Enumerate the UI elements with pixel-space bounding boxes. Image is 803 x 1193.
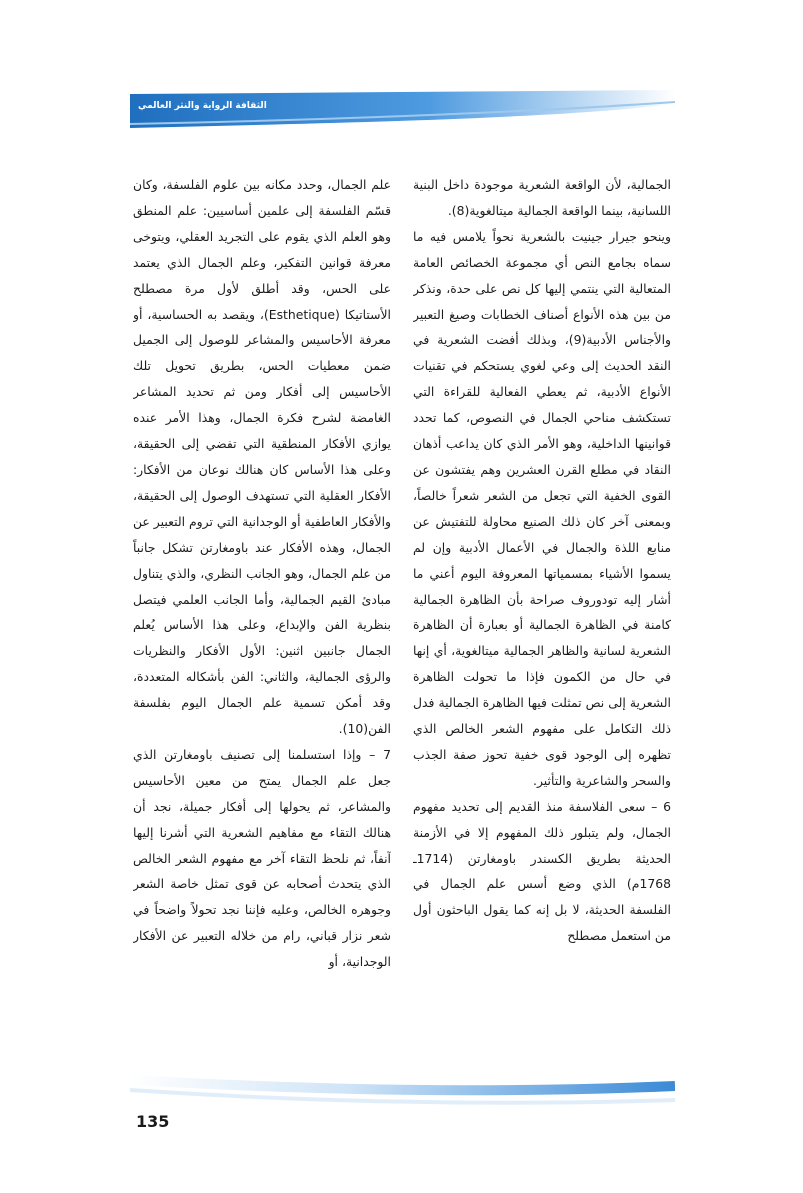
- text-column-right: [413, 172, 671, 1044]
- paragraph: الجمالية، لأن الواقعة الشعرية موجودة داخل البنية اللسانية، بينما الواقعة الجمالية ميتالغوية(8).: [413, 177, 671, 218]
- running-header-title: الثقافة الرواية والنثر العالمي: [138, 101, 267, 111]
- footer-band: [130, 1060, 675, 1140]
- page-number: 135: [136, 1112, 170, 1131]
- text-column-left: [133, 172, 391, 1044]
- paragraph: 6 – سعى الفلاسفة منذ القديم إلى تحديد مفهوم الجمال، ولم يتبلور ذلك المفهوم إلا في الأزمنة الحديثة بطريق الكسندر باومغارتن (1714ـ 1768م) الذي وضع أسس علم الجمال في الفلسفة الحديثة، لا بل إنه كما يقول الباحثون أول من استعمل مصطلح: [413, 798, 671, 944]
- paragraph: 7 – وإذا استسلمنا إلى تصنيف باومغارتن الذي جعل علم الجمال يمتح من معين الأحاسيس والمشاعر، ثم يحولها إلى أفكار جميلة، نجد أن هنالك التقاء مع مفاهيم الشعرية التي أشرنا إليها آنفاً، ثم نلحظ التقاء آخر مع مفهوم الشعر الخالص الذي يتحدث أصحابه عن قوى تمثل خاصة الشعر وجوهره الخالص، وعليه فإننا نجد تحولاً واضحاً في شعر نزار قباني، رام من خلاله التعبير عن الأفكار الوجدانية، أو: [133, 746, 391, 970]
- paragraph: وينحو جيرار جينيت بالشعرية نحواً يلامس فيه ما سماه بجامع النص أي مجموعة الخصائص العامة المتعالية التي ينتمي إليها كل نص على حدة، ونذكر من بين هذه الأنواع أصناف الخطابات وصيغ التعبير والأجناس الأدبية(9)، وبذلك أفضت الشعرية في النقد الحديث إلى وعي لغوي يستحكم في تقنيات الأنواع الأدبية، ثم يعطي الفعالية للقراءة التي تستكشف مناحي الجمال في النصوص، كما تحدد قوانينها الداخلية، وهو الأمر الذي كان يداعب أذهان النقاد في مطلع القرن العشرين وهم يفتشون عن القوى الخفية التي تجعل من الشعر شعراً خالصاً، وبمعنى آخر كان ذلك الصنيع محاولة للتفتيش عن منابع اللذة والجمال في الأعمال الأدبية وإن لم يسموا الأشياء بمسمياتها المعروفة اليوم أعني ما أشار إليه تودوروف صراحة بأن الظاهرة الجمالية كامنة في الظاهرة الجمالية أو بعبارة أن الظاهرة الشعرية لسانية والظاهر الجمالية ميتالغوية، أي إنها في حال من الكمون فإذا ما تحولت الظاهرة الشعرية إلى نص تمثلت فيها الظاهرة الجمالية فدل ذلك التكامل على مفهوم الشعر الخالص الذي تظهره إلى الوجود قوى خفية تحوز صفة الجذب والسحر والشاعرية والتأثير.: [413, 228, 671, 788]
- paragraph: علم الجمال، وحدد مكانه بين علوم الفلسفة، وكان قسّم الفلسفة إلى علمين أساسيين: علم المنطق وهو العلم الذي يقوم على التجريد العقلي، ويتوخى معرفة قوانين التفكير، وعلم الجمال الذي يعتمد على الحس، وقد أطلق لأول مرة مصطلح الأستاتيكا (Esthetique)، ويقصد به الحساسية، أو معرفة الأحاسيس والمشاعر للوصول إلى الجميل ضمن معطيات الحس، بطريق تحويل تلك الأحاسيس إلى أفكار ومن ثم تحديد المشاعر الغامضة لشرح فكرة الجمال، وهذا الأمر عنده يوازي الأفكار المنطقية التي تفضي إلى الحقيقة، وعلى هذا الأساس كان هنالك نوعان من الأفكار: الأفكار العقلية التي تستهدف الوصول إلى الحقيقة، والأفكار العاطفية أو الوجدانية التي تروم التعبير عن الجمال، وهذه الأفكار عند باومغارتن تشكل جانباً من علم الجمال، وهو الجانب النظري، والذي يتناول مبادئ القيم الجمالية، وأما الجانب العلمي فيتصل بنظرية الفن والإبداع، وعلى هذا الأساس يُعلم الجمال جانبين اثنين: الأول الأفكار والنظريات والرؤى الجمالية، والثاني: الفن بأشكاله المتعددة، وقد أمكن تسمية علم الجمال اليوم بفلسفة الفن(10).: [133, 177, 391, 737]
